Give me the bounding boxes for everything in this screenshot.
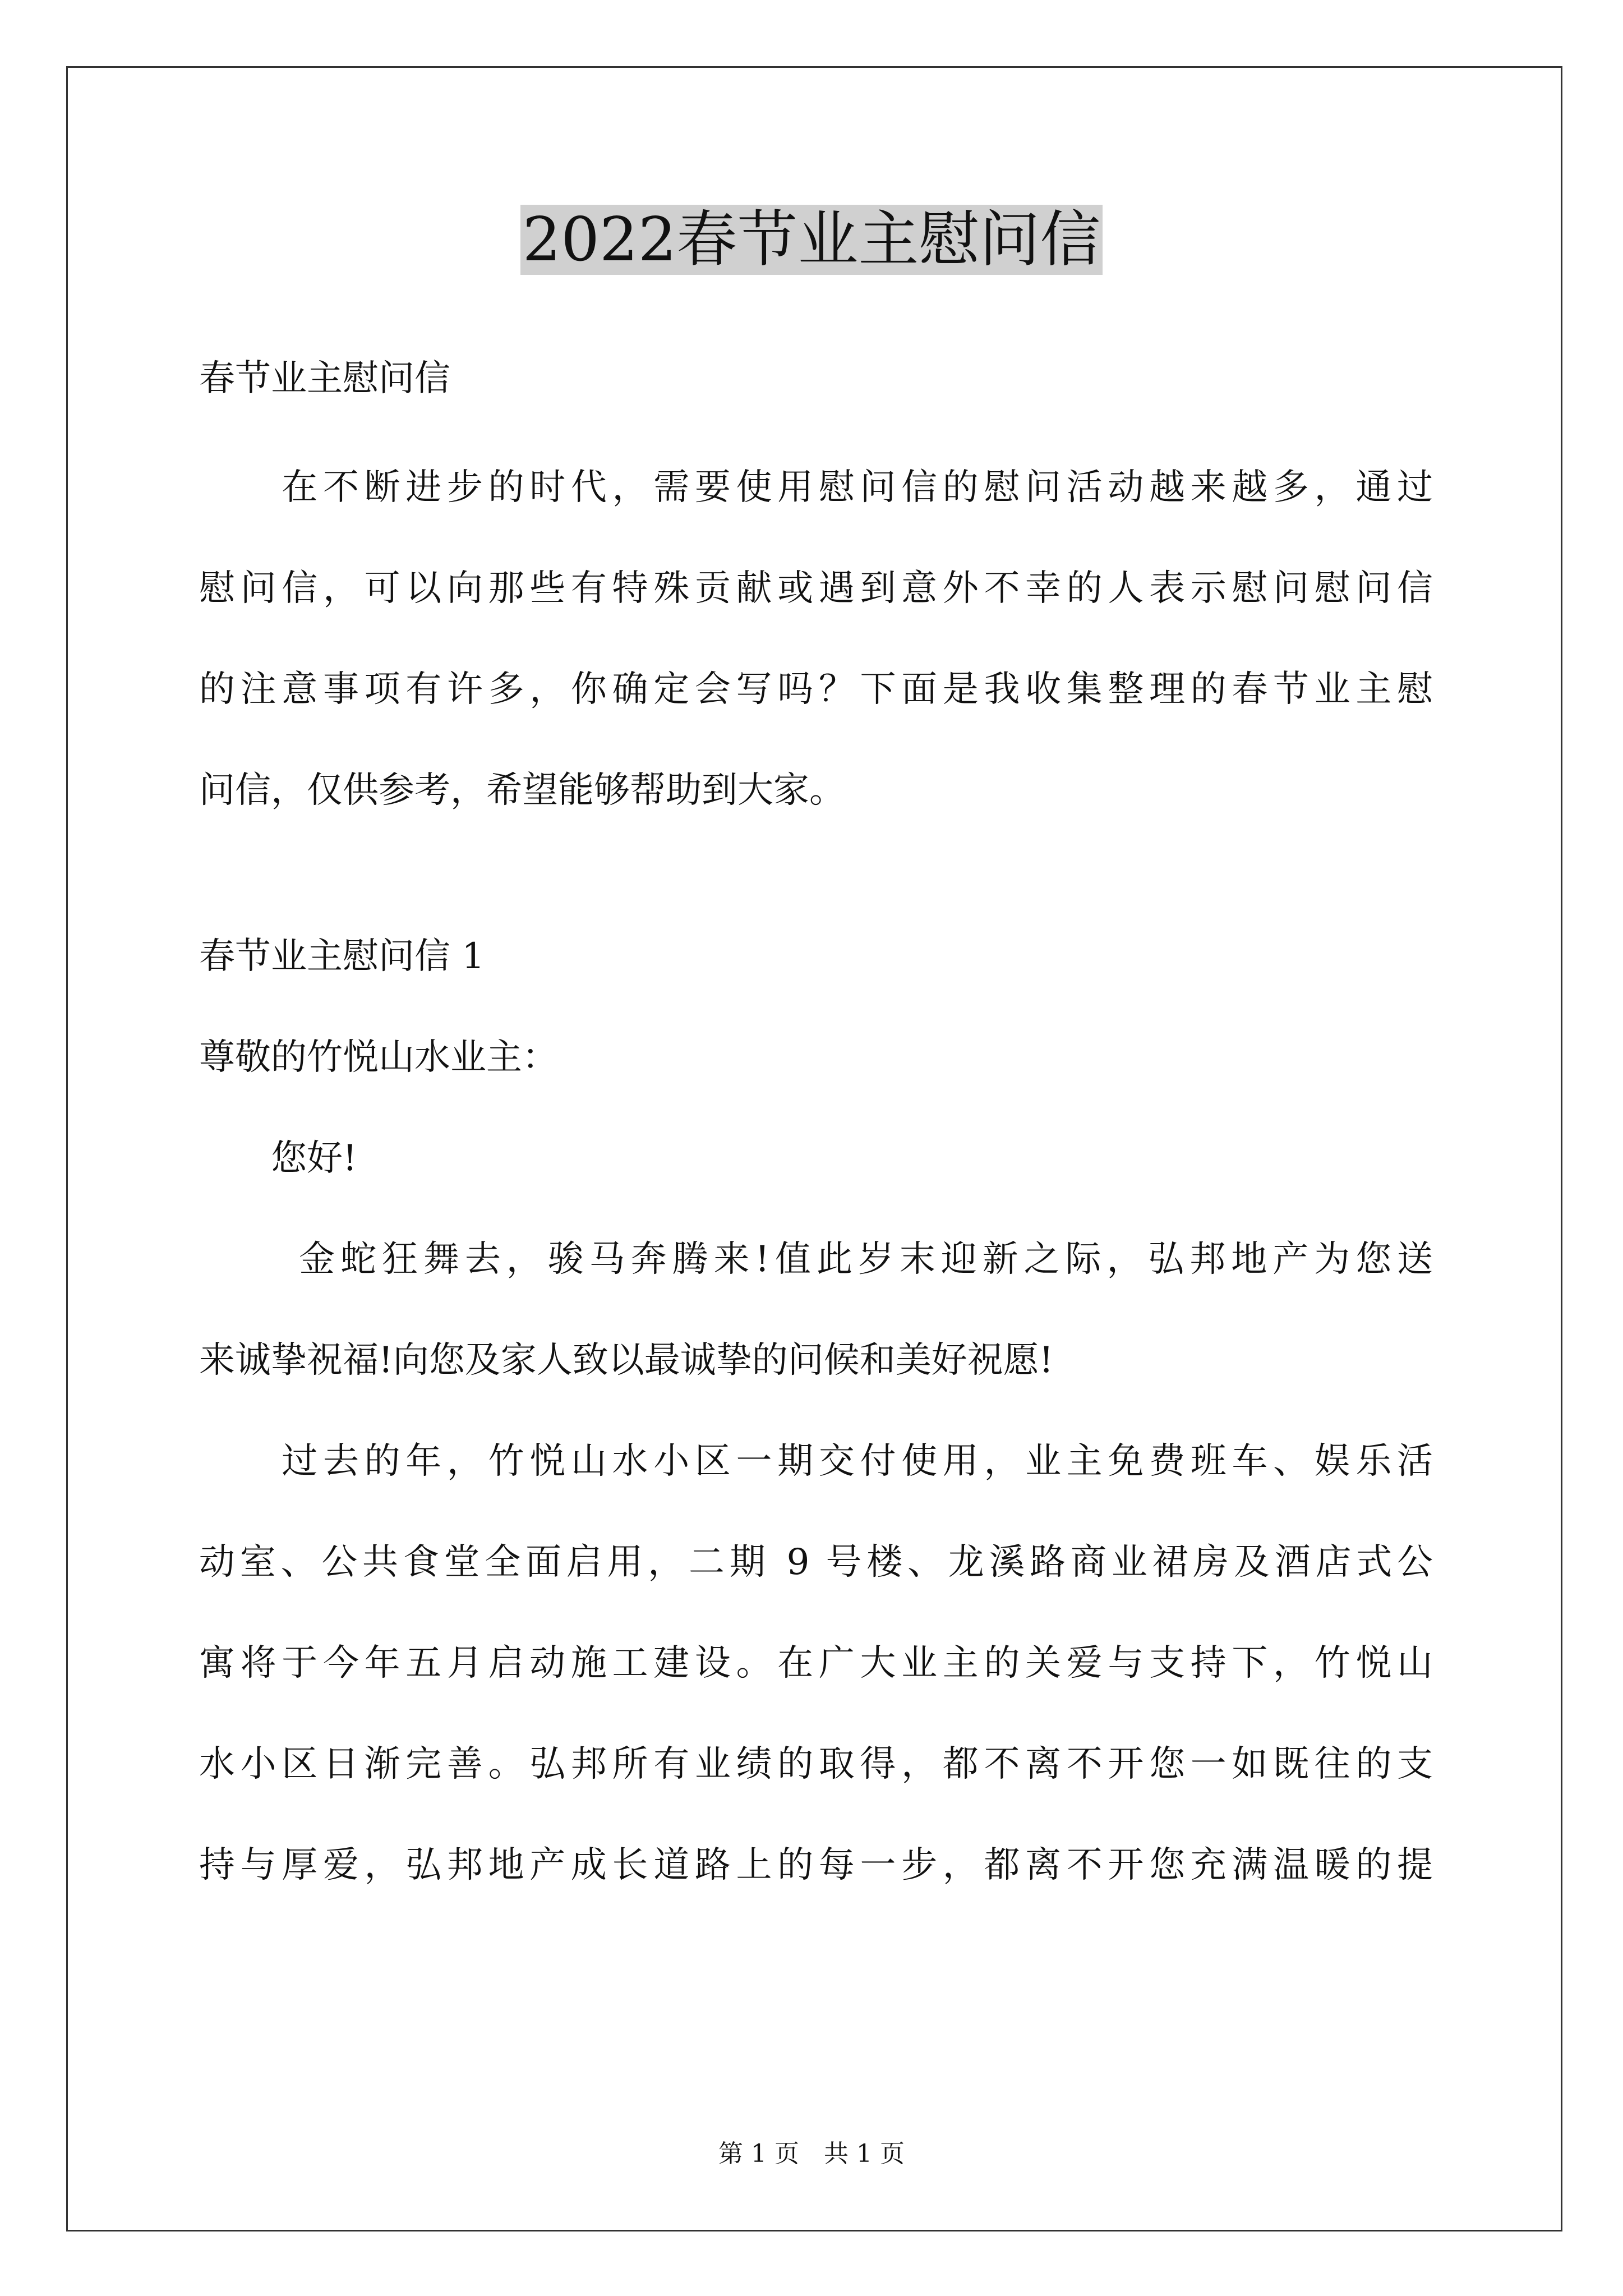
intro-line-2: 慰问信，可以向那些有特殊贡献或遇到意外不幸的人表示慰问慰问信 [199, 568, 1433, 609]
para1-line-2: 来诚挚祝福!向您及家人致以最诚挚的问候和美好祝愿! [199, 1340, 1054, 1381]
para1-line-1: 金蛇狂舞去，骏马奔腾来!值此岁末迎新之际，弘邦地产为您送 [199, 1239, 1433, 1280]
document-title [0, 201, 1623, 279]
page-footer: 第 1 页 共 1 页 [718, 2139, 905, 2168]
greeting: 您好! [199, 1138, 357, 1179]
para2-line-4: 水小区日渐完善。弘邦所有业绩的取得，都不离不开您一如既往的支 [199, 1743, 1433, 1785]
para2-line-5: 持与厚爱，弘邦地产成长道路上的每一步，都离不开您充满温暖的提 [199, 1844, 1433, 1886]
para2-line-1: 过去的年，竹悦山水小区一期交付使用，业主免费班车、娱乐活 [199, 1441, 1433, 1482]
salutation: 尊敬的竹悦山水业主： [199, 1037, 558, 1078]
intro-line-4: 问信，仅供参考，希望能够帮助到大家。 [199, 770, 845, 811]
intro-line-3: 的注意事项有许多，你确定会写吗？下面是我收集整理的春节业主慰 [199, 669, 1433, 710]
letter-heading: 春节业主慰问信 1 [199, 936, 485, 977]
intro-line-1: 在不断进步的时代，需要使用慰问信的慰问活动越来越多，通过 [199, 467, 1433, 508]
para2-line-3: 寓将于今年五月启动施工建设。在广大业主的关爱与支持下，竹悦山 [199, 1642, 1433, 1684]
para2-line-2: 动室、公共食堂全面启用，二期 9 号楼、龙溪路商业裙房及酒店式公 [199, 1542, 1433, 1583]
document-title-text: 2022春节业主慰问信 [520, 205, 1103, 275]
section-heading: 春节业主慰问信 [199, 358, 450, 399]
